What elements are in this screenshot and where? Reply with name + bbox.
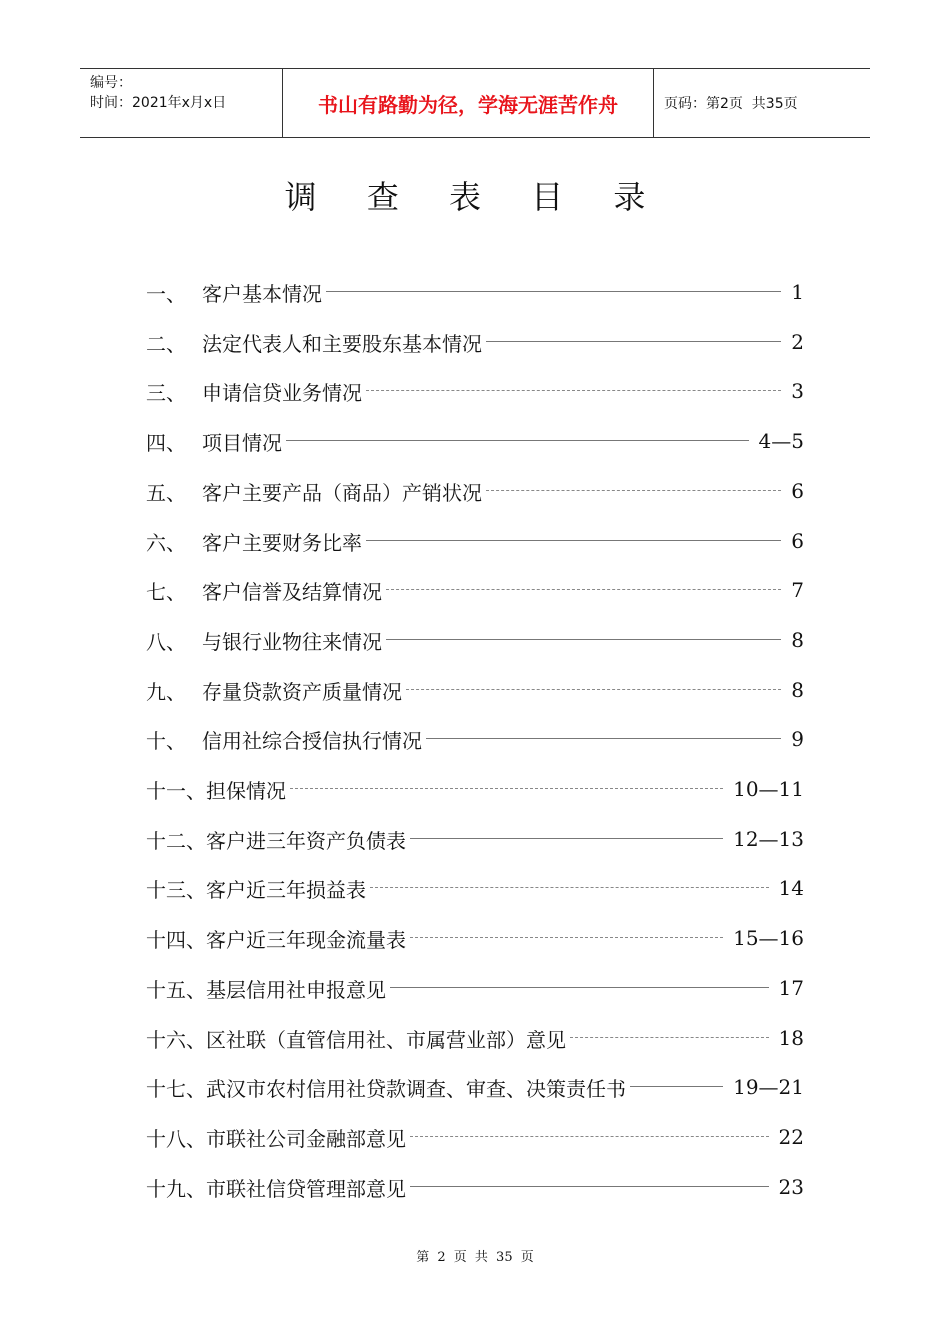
toc-row [0,467,950,517]
toc-leader-line [406,689,781,690]
toc-row [0,715,950,765]
toc-row [0,616,950,666]
toc-row [0,417,950,467]
toc-label: 存量贷款资产质量情况 [202,679,402,704]
toc-page-number: 23 [778,1174,804,1199]
toc-number: 三、 [146,381,186,406]
page-info-text: 页码：第2页 共35页 [664,96,798,112]
toc-label: 申请信贷业务情况 [202,381,362,406]
toc-number: 八、 [146,629,186,654]
toc-row [0,1113,950,1163]
toc-row [0,815,950,865]
toc-page-number: 1 [791,280,804,304]
toc-page-number: 17 [778,975,804,1000]
toc-page-number: 22 [778,1124,804,1149]
toc-label: 项目情况 [202,431,282,456]
motto-text: 书山有路勤为径，学海无涯苦作舟 [318,92,618,117]
toc-page-number: 19—21 [733,1075,804,1100]
toc-row [0,666,950,716]
toc-leader-line [486,490,781,491]
toc-row [0,318,950,368]
header-meta [80,69,282,137]
toc-leader-line [286,440,749,441]
page-title: 调 查 表 目 录 [284,178,666,216]
toc-leader-line [486,341,781,342]
toc-number: 七、 [146,580,186,605]
toc-row [0,566,950,616]
toc-row [0,1163,950,1213]
header-page-info [654,69,870,137]
toc-label: 十五、基层信用社申报意见 [146,977,386,1002]
toc-row [0,517,950,567]
toc-leader-line [366,390,781,391]
toc-page-number: 6 [791,528,804,553]
toc-row [0,914,950,964]
toc-leader-line [390,987,769,988]
toc-row [0,1014,950,1064]
toc-page-number: 12—13 [733,826,804,851]
toc-leader-line [410,838,723,839]
toc-leader-line [386,589,781,590]
header-motto-cell [282,69,654,137]
toc-leader-line [386,639,781,640]
toc-page-number: 3 [791,379,804,404]
toc-row [0,1063,950,1113]
toc-number: 四、 [146,431,186,456]
toc-page-number: 15—16 [733,926,804,951]
toc-page-number: 9 [791,727,804,752]
toc-page-number: 6 [791,478,804,503]
toc-page-number: 14 [778,876,804,901]
toc-leader-line [630,1086,723,1087]
toc-leader-line [326,291,781,292]
toc-number: 五、 [146,480,186,505]
toc-number: 十、 [146,729,186,754]
serial-label: 编号： [90,75,132,91]
toc-label: 客户主要财务比率 [202,530,362,555]
toc-row [0,268,950,318]
toc-label: 十七、武汉市农村信用社贷款调查、审查、决策责任书 [146,1077,626,1102]
toc-row [0,864,950,914]
toc-number: 二、 [146,331,186,356]
toc-number: 九、 [146,679,186,704]
toc-label: 与银行业物往来情况 [202,629,382,654]
toc-label: 客户信誉及结算情况 [202,580,382,605]
toc-page-number: 7 [791,578,804,603]
toc-label: 十六、区社联（直管信用社、市属营业部）意见 [146,1027,566,1052]
toc-label: 十一、担保情况 [146,779,286,803]
toc-page-number: 10—11 [733,777,804,801]
toc-label: 客户主要产品（商品）产销状况 [202,480,482,505]
toc-leader-line [570,1037,769,1038]
toc-page-number: 8 [791,677,804,702]
toc-page-number: 8 [791,627,804,652]
time-label: 时间：2021年x月x日 [90,95,227,111]
toc-leader-line [410,937,723,938]
toc-leader-line [410,1136,769,1137]
toc-label: 十九、市联社信贷管理部意见 [146,1176,406,1201]
toc-label: 十八、市联社公司金融部意见 [146,1126,406,1151]
toc-leader-line [426,738,781,739]
toc-page-number: 4—5 [758,429,804,454]
toc-page-number: 2 [791,329,804,354]
toc-label: 客户基本情况 [202,282,322,306]
toc-leader-line [410,1186,769,1187]
toc-leader-line [366,540,781,541]
toc-page-number: 18 [778,1025,804,1050]
toc-label: 十三、客户近三年损益表 [146,878,366,903]
toc-number: 一、 [146,282,186,306]
toc-label: 十二、客户进三年资产负债表 [146,828,406,853]
toc-row [0,964,950,1014]
page-footer: 第 2 页 共 35 页 [416,1250,534,1265]
toc-leader-line [370,887,769,888]
toc-leader-line [290,788,723,789]
toc-label: 法定代表人和主要股东基本情况 [202,331,482,356]
toc-row [0,367,950,417]
toc-number: 六、 [146,530,186,555]
toc-row [0,765,950,815]
toc-label: 十四、客户近三年现金流量表 [146,928,406,953]
toc-label: 信用社综合授信执行情况 [202,729,422,754]
page-header [80,68,870,138]
